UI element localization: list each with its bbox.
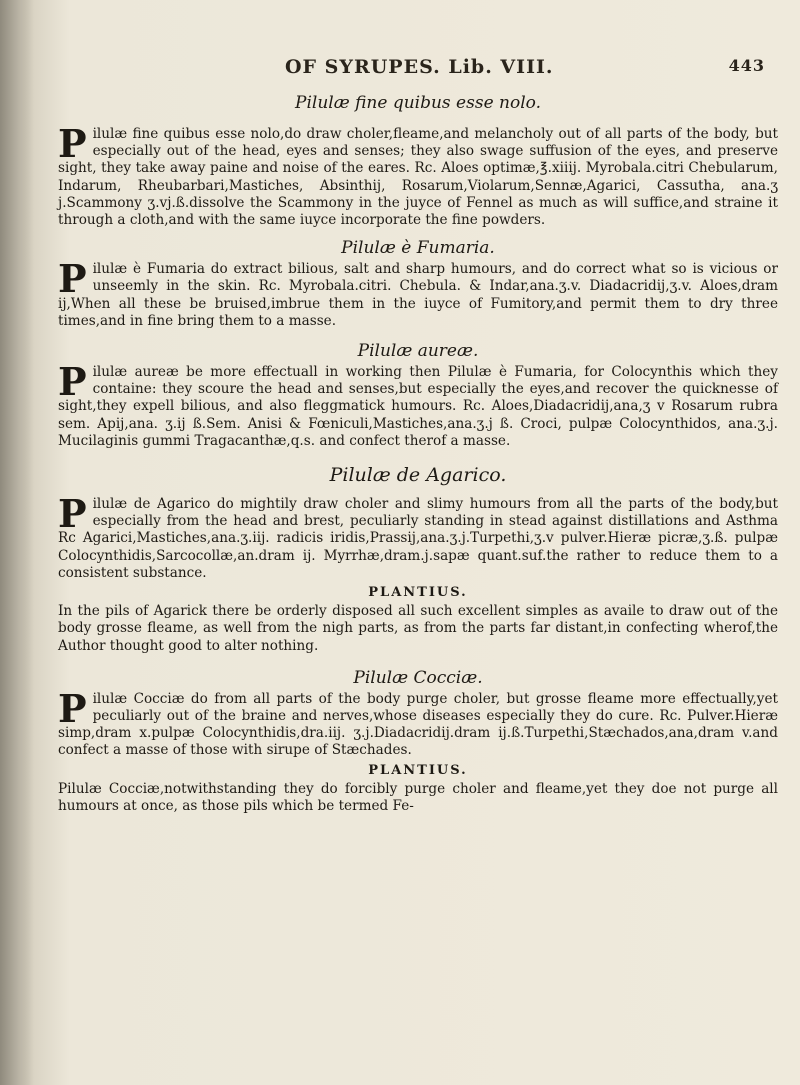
drop-cap: P — [58, 359, 87, 405]
plantius-label: PLANTIUS. — [368, 762, 468, 778]
paragraph — [58, 359, 778, 450]
paragraph-text: ilulæ fine quibus esse nolo,do draw choler,fleame,and melancholy out of all parts of the body, but especially out of the head, eyes and senses; they also swage suffusion of the eyes, and preserve sight, they take away paine and noise of the eares. Rc. Aloes optimæ,℥.xiiij. Myrobala.citri Chebularum, Indarum, Rheubarbari,Mastiches, Absinthij, Rosarum,Violarum,Sennæ,Agarici, Cassutha, ana.ʒ j.Scammony ʒ.vj.ß.dissolve the Scammony in the juyce of Fennel as much as will suffice,and straine it through a cloth,and with the same iuyce incorporate the fine powders. — [58, 126, 778, 229]
drop-cap: P — [58, 685, 87, 731]
section-aureae — [58, 359, 778, 450]
page-gutter — [0, 0, 34, 1085]
paragraph-text: ilulæ è Fumaria do extract bilious, salt and sharp humours, and do correct what so is vicious or unseemly in the skin. Rc. Myrobala.citri. Chebula. & Indar,ana.ʒ.v. Diadacridij,ʒ.v. Aloes,dram ij,When all these be bruised,imbrue them in the iuyce of Fumitory,and permit them to dry three times,and in fine bring them to a masse. — [58, 261, 778, 329]
drop-cap: P — [58, 121, 87, 166]
paragraph — [58, 491, 778, 582]
page-text — [58, 82, 778, 815]
section-fine-quibus — [58, 121, 778, 229]
plantius-paragraph: Pilulæ Cocciæ,notwithstanding they do forcibly purge choler and fleame,yet they doe not purge all humours at once, as those pils which be termed Fe- — [58, 780, 778, 815]
section-heading-fine-quibus: Pilulæ fine quibus esse nolo. — [295, 93, 541, 113]
page-number: 443 — [728, 56, 765, 75]
section-fumaria — [58, 256, 778, 330]
section-agarico — [58, 491, 778, 655]
paragraph — [58, 685, 778, 760]
plantius-paragraph: In the pils of Agarick there be orderly disposed all such excellent simples as availe to draw out of the body grosse fleame, as well from the nigh parts, as from the parts far distant,in confecting wherof,the Author thought good to alter nothing. — [58, 603, 778, 654]
paragraph — [58, 256, 778, 330]
section-heading-aureae: Pilulæ aureæ. — [357, 341, 479, 362]
drop-cap: P — [58, 256, 87, 302]
running-head — [285, 56, 765, 80]
paragraph-text: ilulæ de Agarico do mightily draw choler and slimy humours from all the parts of the body,but especially from the head and brest, peculiarly standing in stead against distillations and Asthma Rc Agarici,Mastiches,ana.ʒ.iij. radicis iridis,Prassij,ana.ʒ.j.Turpethi,ʒ.v pulver.Hieræ picræ,ʒ.ß. pulpæ Colocynthidis,Sarcocollæ,an.dram ij. Myrrhæ,dram.j.sapæ quant.suf.the rather to reduce them to a consistent substance. — [58, 496, 778, 581]
plantius-label: PLANTIUS. — [368, 585, 468, 601]
paragraph-text: ilulæ aureæ be more effectuall in working then Pilulæ è Fumaria, for Colocynthis which they containe: they scoure the head and senses,but especially the eyes,and recover the quicknesse of sight,they expell bilious, and also fleggmatick humours. Rc. Aloes,Diadacridij,ana,ʒ v Rosarum rubra sem. Apij,ana. ʒ.ij ß.Sem. Anisi & Fœniculi,Mastiches,ana.ʒ.j ß. Croci, pulpæ Colocynthidos, ana.ʒ.j. Mucilaginis gummi Tragacanthæ,q.s. and confect therof a masse. — [58, 364, 778, 449]
paragraph — [58, 121, 778, 229]
section-cocciae — [58, 685, 778, 815]
drop-cap: P — [58, 491, 87, 537]
section-heading-cocciae: Pilulæ Cocciæ. — [353, 667, 483, 688]
section-heading-fumaria: Pilulæ è Fumaria. — [341, 238, 495, 259]
running-head-title: OF SYRUPES. Lib. VIII. — [285, 56, 554, 78]
paragraph-text: ilulæ Cocciæ do from all parts of the body purge choler, but grosse fleame more effectually,yet peculiarly out of the braine and nerves,whose diseases especially they do cure. Rc. Pulver.Hieræ simp,dram x.pulpæ Colocynthidis,dra.iij. ʒ.j.Diadacridij.dram ij.ß.Turpethi,Stæchados,ana,dram v.and confect a masse of those with sirupe of Stæchades. — [58, 690, 778, 759]
section-heading-agarico: Pilulæ de Agarico. — [329, 464, 507, 487]
